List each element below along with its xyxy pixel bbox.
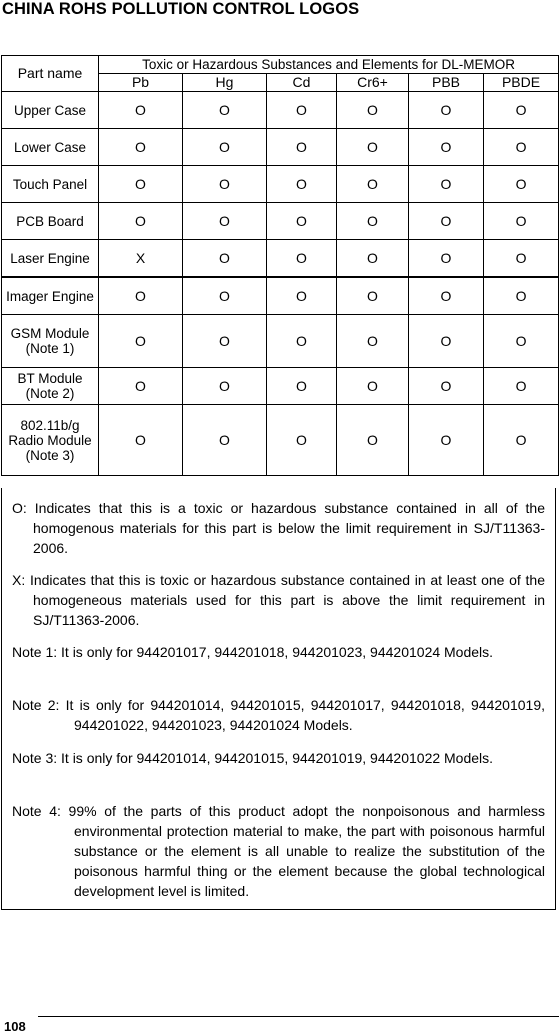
substance-value-cell: O — [267, 315, 337, 368]
substance-value-cell: O — [267, 368, 337, 405]
part-name-cell: GSM Module (Note 1) — [2, 315, 99, 368]
table-row — [2, 129, 559, 166]
substance-value-cell: O — [484, 166, 559, 203]
o-definition: O: Indicates that this is a toxic or hazardous substance contained in all of the homogenous materials for this part is below the limit requirement in SJ/T11363-2006. — [12, 500, 545, 556]
page-title: CHINA ROHS POLLUTION CONTROL LOGOS — [2, 0, 360, 18]
substance-value-cell: O — [409, 92, 484, 129]
substances-group-header: Toxic or Hazardous Substances and Elements for DL-MEMOR — [99, 56, 559, 74]
substance-value-cell: O — [267, 129, 337, 166]
substance-value-cell: O — [337, 277, 409, 315]
table-row — [2, 368, 559, 405]
substance-value-cell: O — [409, 315, 484, 368]
substance-value-cell: O — [99, 92, 183, 129]
substance-value-cell: O — [267, 166, 337, 203]
substance-value-cell: O — [183, 92, 267, 129]
substance-value-cell: O — [337, 92, 409, 129]
part-name-cell: Lower Case — [2, 129, 99, 166]
substance-value-cell: O — [99, 277, 183, 315]
substance-value-cell: O — [267, 405, 337, 476]
substance-value-cell: O — [99, 405, 183, 476]
table-row — [2, 166, 559, 203]
substance-value-cell: O — [484, 405, 559, 476]
table-row — [2, 203, 559, 240]
substance-value-cell: O — [337, 368, 409, 405]
substance-value-cell: O — [409, 203, 484, 240]
substance-value-cell: O — [484, 368, 559, 405]
part-name-cell: Imager Engine — [2, 277, 99, 315]
substance-value-cell: O — [337, 166, 409, 203]
substance-value-cell: O — [99, 368, 183, 405]
note-2: Note 2: It is only for 944201014, 944201015, 944201017, 944201018, 944201019, 944201022, 944201023, 944201024 Models. — [12, 697, 545, 733]
substance-value-cell: O — [409, 368, 484, 405]
substance-value-cell: O — [409, 277, 484, 315]
note-1: Note 1: It is only for 944201017, 944201018, 944201023, 944201024 Models. — [12, 644, 494, 660]
substance-value-cell: O — [183, 277, 267, 315]
part-name-header: Part name — [2, 56, 99, 92]
substance-value-cell: O — [183, 240, 267, 278]
table-row — [2, 92, 559, 129]
column-header: Hg — [183, 74, 267, 92]
rohs-substance-table — [1, 55, 559, 476]
part-name-cell: PCB Board — [2, 203, 99, 240]
substance-value-cell: O — [183, 368, 267, 405]
substance-value-cell: O — [267, 92, 337, 129]
table-row — [2, 315, 559, 368]
substance-value-cell: O — [484, 277, 559, 315]
column-header: Pb — [99, 74, 183, 92]
substance-value-cell: O — [183, 203, 267, 240]
substance-value-cell: O — [484, 203, 559, 240]
substance-value-cell: O — [409, 166, 484, 203]
footer-rule — [38, 1016, 559, 1017]
substance-value-cell: O — [99, 129, 183, 166]
substance-value-cell: O — [337, 240, 409, 278]
table-row — [2, 277, 559, 315]
substance-value-cell: O — [484, 315, 559, 368]
substance-value-cell: O — [183, 166, 267, 203]
part-name-cell: BT Module (Note 2) — [2, 368, 99, 405]
note-4: Note 4: 99% of the parts of this product adopt the nonpoisonous and harmless environmental protection material to make, the part with poisonous harmful substance or the element is all unable to realize the substitution of the poisonous harmful thing or the element because the global technological development level is limited. — [12, 803, 545, 899]
substance-value-cell: O — [267, 240, 337, 278]
substance-value-cell: O — [183, 405, 267, 476]
substance-value-cell: O — [337, 129, 409, 166]
substance-value-cell: O — [99, 166, 183, 203]
substance-value-cell: O — [267, 277, 337, 315]
substance-value-cell: O — [484, 240, 559, 278]
column-header: PBDE — [484, 74, 559, 92]
substance-value-cell: O — [484, 92, 559, 129]
substance-value-cell: O — [183, 315, 267, 368]
substance-value-cell: O — [484, 129, 559, 166]
substance-value-cell: O — [99, 315, 183, 368]
table-row — [2, 405, 559, 476]
column-header: PBB — [409, 74, 484, 92]
part-name-cell: Upper Case — [2, 92, 99, 129]
substance-value-cell: O — [183, 129, 267, 166]
column-header: Cd — [267, 74, 337, 92]
page-number: 108 — [4, 1019, 26, 1034]
part-name-cell: Touch Panel — [2, 166, 99, 203]
part-name-cell: 802.11b/g Radio Module (Note 3) — [2, 405, 99, 476]
substance-value-cell: O — [337, 315, 409, 368]
substance-value-cell: O — [337, 405, 409, 476]
x-definition: X: Indicates that this is toxic or hazardous substance contained in at least one of the homogeneous materials used for this part is above the limit requirement in SJ/T11363-2006. — [12, 572, 545, 628]
substance-value-cell: O — [99, 203, 183, 240]
substance-value-cell: X — [99, 240, 183, 278]
note-3: Note 3: It is only for 944201014, 944201015, 944201019, 944201022 Models. — [12, 750, 494, 766]
part-name-cell: Laser Engine — [2, 240, 99, 278]
column-header: Cr6+ — [337, 74, 409, 92]
substance-value-cell: O — [337, 203, 409, 240]
substance-value-cell: O — [409, 240, 484, 278]
notes-box — [1, 488, 556, 910]
substance-value-cell: O — [409, 405, 484, 476]
substance-value-cell: O — [267, 203, 337, 240]
table-row — [2, 240, 559, 278]
substance-value-cell: O — [409, 129, 484, 166]
